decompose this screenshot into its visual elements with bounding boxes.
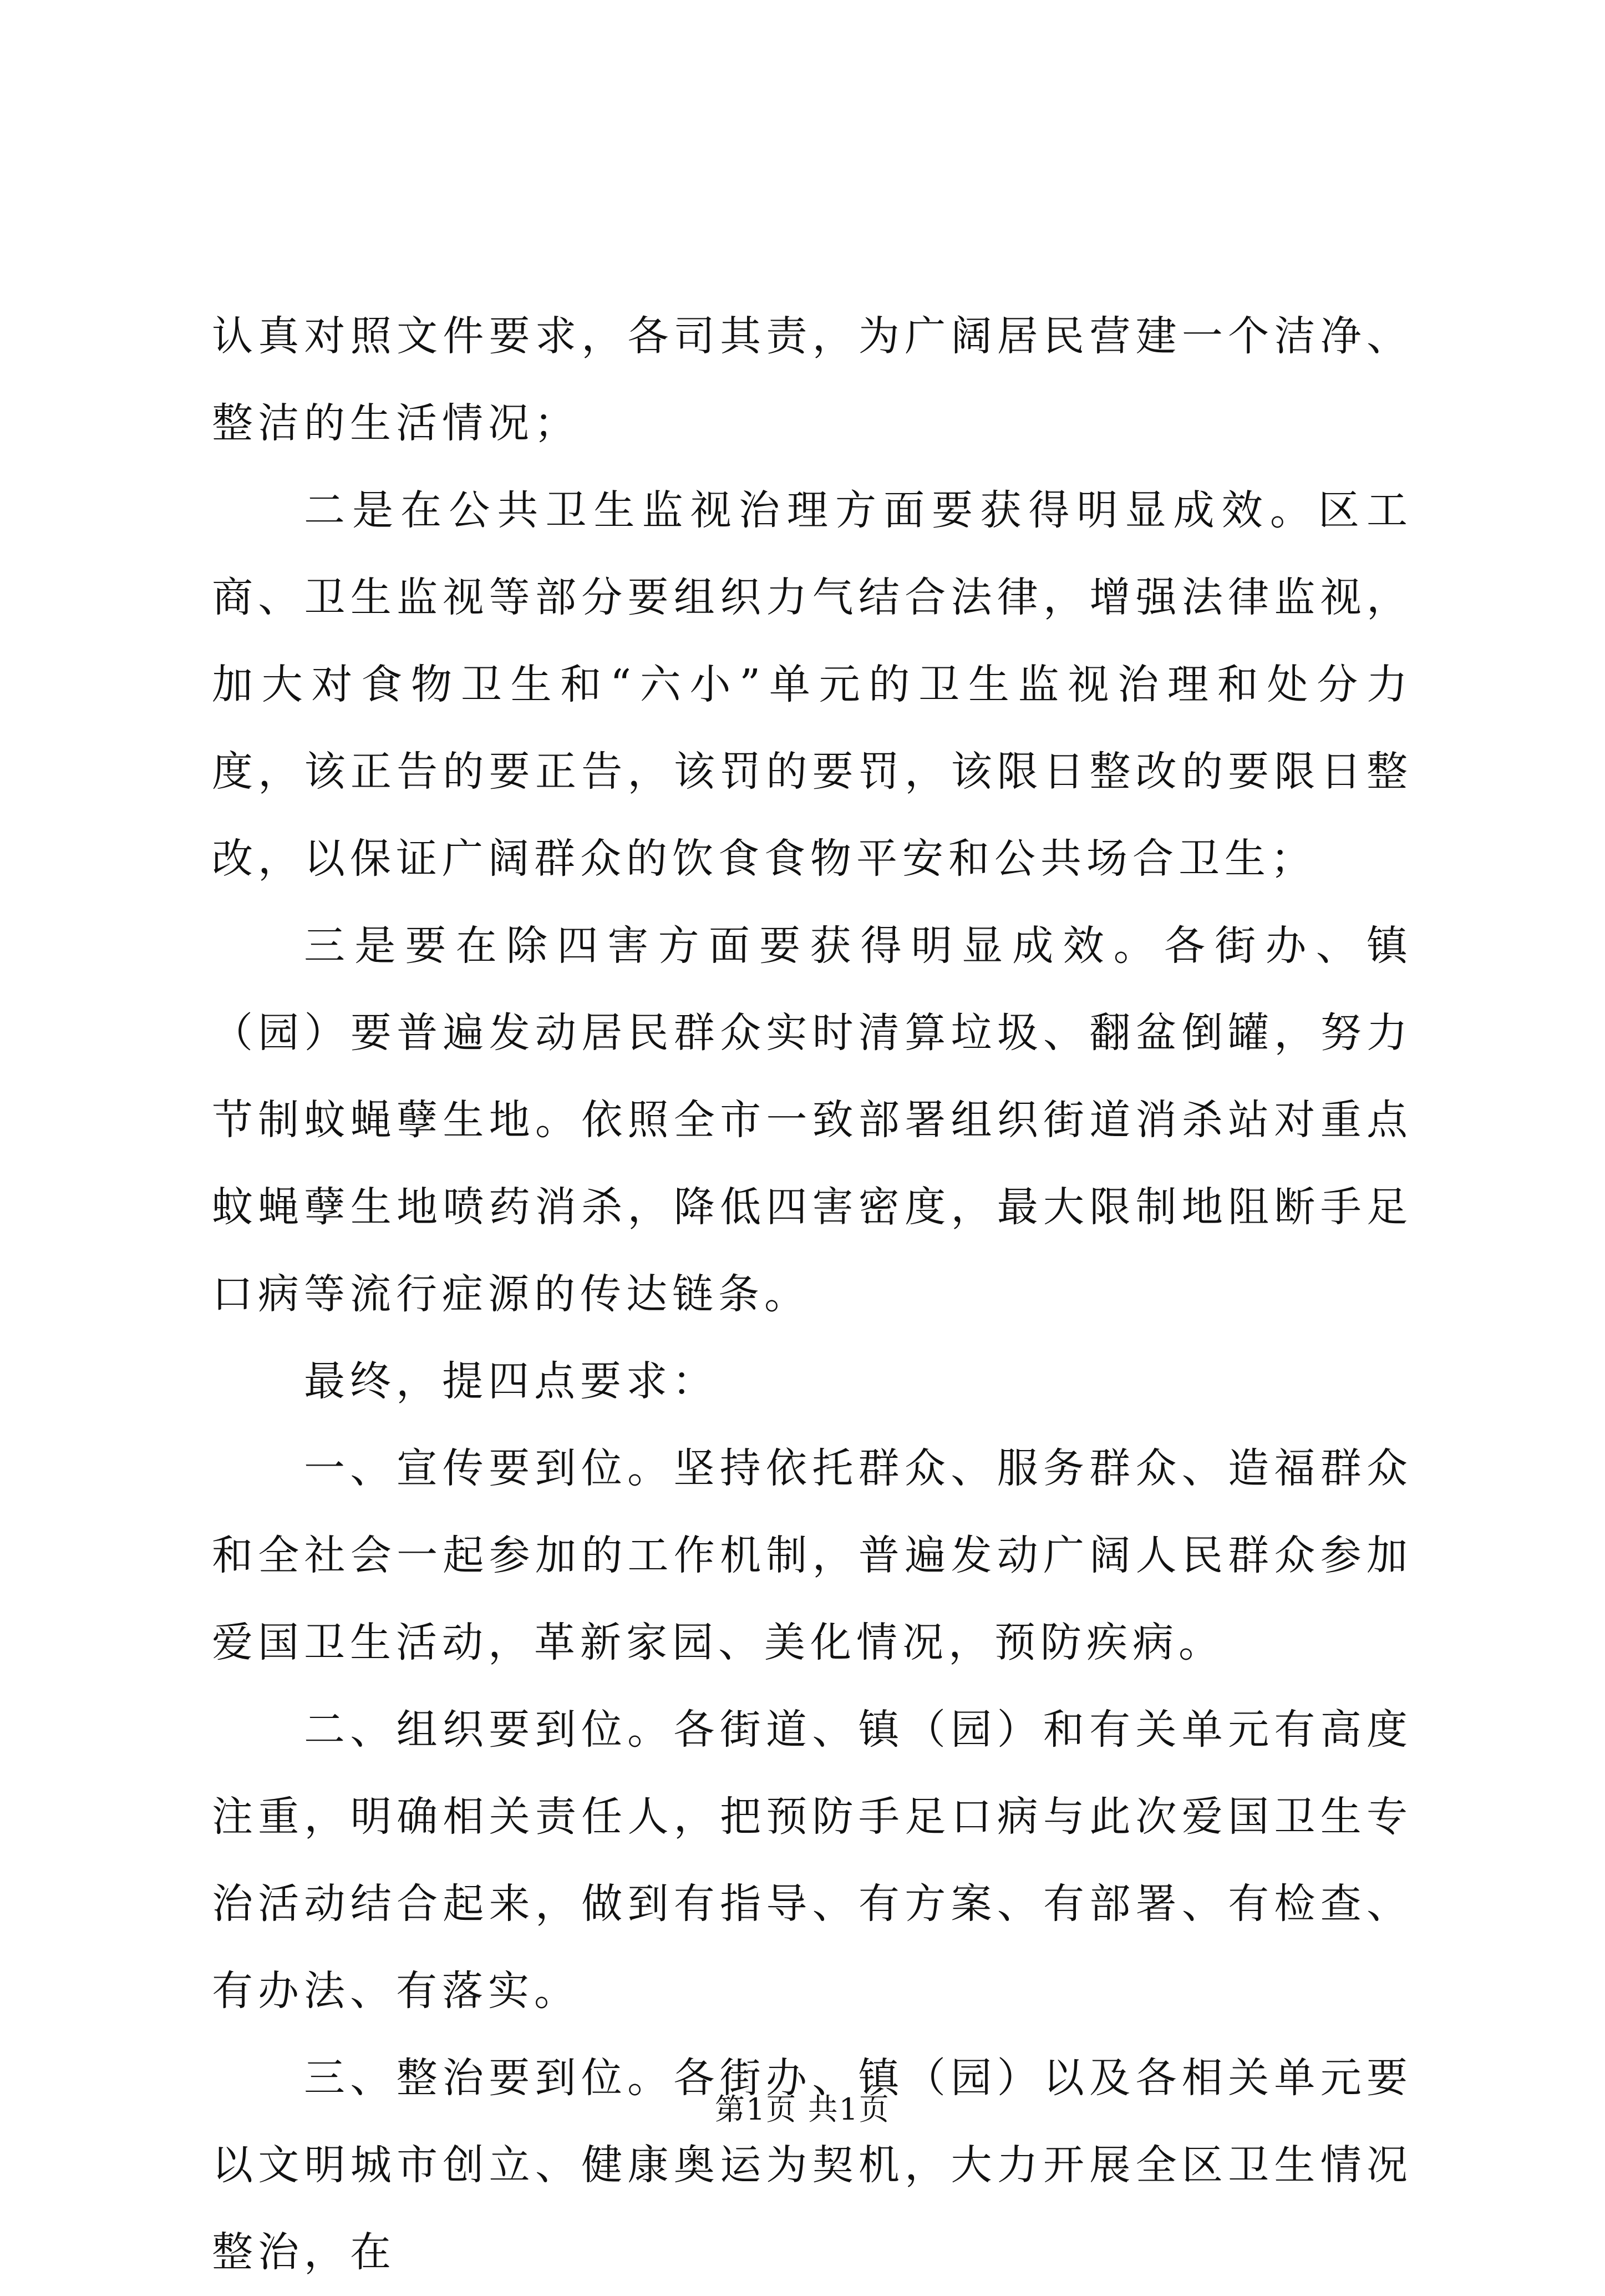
paragraph-requirement-organization: 二、组织要到位。各街道、镇（园）和有关单元有高度注重，明确相关责任人，把预防手足口病与此次爱国卫生专治活动结合起来，做到有指导、有方案、有部署、有检查、有办法、有落实。 <box>212 1706 1413 2015</box>
paragraph-continuation: 认真对照文件要求，各司其责，为广阔居民营建一个洁净、整洁的生活情况； <box>212 312 1413 447</box>
paragraph-requirements-intro: 最终，提四点要求： <box>304 1357 718 1405</box>
document-body <box>212 293 1413 2296</box>
paragraph-public-health-supervision: 二是在公共卫生监视治理方面要获得明显成效。区工商、卫生监视等部分要组织力气结合法律，增强法律监视，加大对食物卫生和“六小”单元的卫生监视治理和处分力度，该正告的要正告，该罚的要罚，该限日整改的要限日整改，以保证广阔群众的饮食食物平安和公共场合卫生； <box>212 486 1413 883</box>
paragraph-requirement-publicity: 一、宣传要到位。坚持依托群众、服务群众、造福群众和全社会一起参加的工作机制，普遍发动广阔人民群众参加爱国卫生活动，革新家园、美化情况，预防疾病。 <box>212 1444 1413 1666</box>
paragraph-pest-control: 三是要在除四害方面要获得明显成效。各街办、镇（园）要普遍发动居民群众实时清算垃圾、翻盆倒罐，努力节制蚊蝇孽生地。依照全市一致部署组织街道消杀站对重点蚊蝇孽生地喷药消杀，降低四害密度，最大限制地阻断手足口病等流行症源的传达链条。 <box>212 922 1413 1318</box>
paragraph-requirement-rectification: 三、整治要到位。各街办、镇（园）以及各相关单元要以文明城市创立、健康奥运为契机，大力开展全区卫生情况整治，在 <box>212 2054 1413 2276</box>
page-number-footer: 第1页 共1页 <box>715 2092 890 2127</box>
